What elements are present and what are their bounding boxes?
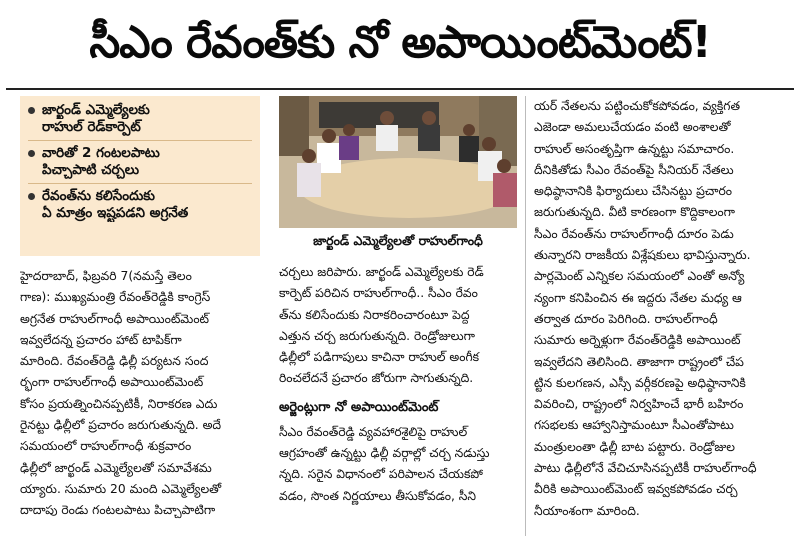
text-line: ఢిల్లీలో పడిగాపులు కాచినా రాహుల్ అంగీక — [279, 350, 480, 365]
text-line: సీఎం రేవంత్‌రెడ్డి వ్యవహారశైలిపై రాహుల్ — [279, 424, 468, 439]
highlight-line: రాహుల్ రెడ్‌కార్పెట్ — [42, 119, 141, 135]
text-line: కార్పెట్ పరిచిన రాహుల్‌గాంధీ.. సీఎం రేవం — [279, 286, 478, 301]
text-line: న్యంగా కనిపించిన ఈ ఇద్దరు నేతల మధ్య ఆ — [534, 290, 742, 305]
text-line: త్‌ను కలిసేందుకు నిరాకరించారంటూ పెద్ద — [279, 307, 470, 322]
text-line: గసభలకు ఆహ్వానిస్తామంటూ సీఎంతోపాటు — [534, 418, 734, 433]
text-line: తున్నారని రాజకీయ విశ్లేషకులు భావిస్తున్నారు. — [534, 248, 751, 263]
text-line: ఎజెండా అమలుచేయడం వంటి అంశాలతో — [534, 120, 731, 135]
text-line: ఇవ్వలేదని తెలిసింది. తాజాగా రాష్ట్రంలో చేప — [534, 354, 744, 369]
bullet-icon — [28, 150, 35, 157]
text-line: దాదాపు రెండు గంటలపాటు పిచ్చాపాటిగా — [20, 503, 216, 518]
text-line: కోసం ప్రయత్నించినప్పటికీ, నిరాకరణ ఎదు — [20, 396, 218, 411]
text-line: అగ్రనేత రాహుల్‌గాంధీ అపాయింట్‌మెంట్ — [20, 311, 210, 326]
text-line: యర్ నేతలను పట్టించుకోకపోవడం, వ్యక్తిగత — [534, 99, 741, 113]
highlight-divider — [28, 183, 252, 184]
text-line: దీనికితోడు సీఎం రేవంత్‌పై సీనియర్ నేతలు — [534, 162, 734, 177]
text-line: జరుగుతున్నది. వీటి కారణంగా కొద్దికాలంగా — [534, 205, 735, 220]
text-line: మారింది. రేవంత్‌రెడ్డి ఢిల్లీ పర్యటన సంద — [20, 354, 209, 369]
text-line: రించలేదనే ప్రచారం జోరుగా సాగుతున్నది. — [279, 371, 474, 386]
bullet-icon — [28, 193, 35, 200]
text-line: ఇవ్వలేదన్న ప్రచారం హాట్ టాపిక్‌గా — [20, 332, 182, 347]
meeting-photo-illustration — [279, 96, 517, 228]
text-line: సమయంలో రాహుల్‌గాంధీ శుక్రవారం — [20, 439, 192, 454]
headline-rule — [6, 88, 794, 90]
text-line: సీఎం రేవంత్‌ను రాహుల్‌గాంధీ దూరం పెడు — [534, 226, 734, 241]
text-line: హైదరాబాద్, ఫిబ్రవరి 7(నమస్తే తెలం — [20, 269, 192, 283]
text-line: అధిష్ఠానానికి ఫిర్యాదులు చేసినట్టు ప్రచారం — [534, 184, 732, 199]
highlight-line: జార్ఖండ్ ఎమ్మెల్యేలకు — [42, 102, 150, 118]
highlight-item — [28, 188, 252, 222]
text-line: రైనట్టు ఢిల్లీలో ప్రచారం జరుగుతున్నది. అదే — [20, 418, 222, 433]
text-line: చర్చలు జరిపారు. జార్ఖండ్ ఎమ్మెల్యేలకు రెడ్ — [279, 265, 484, 279]
article-column-middle — [279, 262, 517, 507]
text-line: య్యారు. సుమారు 20 మంది ఎమ్మెల్యేలతో — [20, 481, 222, 496]
text-line: ర్భంగా రాహుల్‌గాంధీ అపాయింట్‌మెంట్ — [20, 375, 204, 390]
text-line: సుమారు అర్నెళ్లుగా రేవంత్‌రెడ్డికి అపాయింట్ — [534, 333, 741, 348]
text-line: మంత్రులంతా ఢిల్లీ బాట పట్టారు. రెండ్రోజుల — [534, 439, 735, 454]
text-line: ట్టిన కులగణన, ఎస్సీ వర్గీకరణపై అధిష్ఠానానికి — [534, 375, 746, 390]
headline: సీఎం రేవంత్‌కు నో అపాయింట్‌మెంట్! — [89, 17, 711, 68]
text-line: వివరించి, రాష్ట్రంలో నిర్వహించే భారీ బహిరం — [534, 397, 744, 412]
text-line: తర్వాత దూరం పెరిగింది. రాహుల్‌గాంధీ — [534, 311, 718, 326]
text-line: ఎత్తున చర్చ జరుగుతున్నది. రెండ్రోజులుగా — [279, 328, 475, 343]
highlight-item — [28, 102, 252, 136]
highlight-item — [28, 145, 252, 179]
highlight-line: పిచ్చాపాటి చర్చలు — [42, 162, 139, 178]
text-line: రాహుల్ అసంతృప్తిగా ఉన్నట్టు సమాచారం. — [534, 141, 735, 156]
article-column-right — [534, 96, 786, 522]
highlight-line: రేవంత్‌ను కలిసేందుకు — [42, 188, 155, 204]
text-line: ఆగ్రహంతో ఉన్నట్టు ఢిల్లీ వర్గాల్లో చర్చ నడుస్తు — [279, 446, 490, 461]
text-line: న్నది. సరైన విధానంలో పరిపాలన చేయకపో — [279, 467, 483, 482]
news-photo — [279, 96, 517, 228]
text-line: ఢిల్లీలో జార్ఖండ్ ఎమ్మెల్యేలతో సమావేశమ — [20, 460, 212, 475]
text-line: గాణ): ముఖ్యమంత్రి రేవంత్‌రెడ్డికి కాంగ్రెస్ — [20, 290, 211, 305]
text-line: వడం, సొంత నిర్ణయాలు తీసుకోవడం, సీని — [279, 488, 477, 503]
text-line: పాటు ఢిల్లీలోనే వేచిచూసినప్పటికీ రాహుల్‌గాంధీ — [534, 461, 757, 476]
highlight-line: వారితో 2 గంటలపాటు — [42, 145, 160, 161]
text-line: పార్లమెంట్ ఎన్నికల సమయంలో ఎంతో అన్యో — [534, 269, 745, 284]
photo-caption: జార్ఖండ్ ఎమ్మెల్యేలతో రాహుల్‌గాంధీ — [313, 233, 483, 248]
bullet-icon — [28, 107, 35, 114]
highlight-line: ఏ మాత్రం ఇష్టపడని అగ్రనేత — [42, 205, 189, 221]
highlights-box — [20, 96, 260, 256]
highlight-divider — [28, 140, 252, 141]
article-column-left — [20, 266, 260, 522]
text-line: వీరికి అపాయింట్‌మెంట్ ఇవ్వకపోవడం చర్చ — [534, 482, 738, 497]
article-subheading: అర్జెంట్లుగా నో అపాయింట్‌మెంట్ — [279, 399, 439, 415]
text-line: నీయాంశంగా మారింది. — [534, 503, 640, 518]
column-divider — [525, 96, 526, 536]
